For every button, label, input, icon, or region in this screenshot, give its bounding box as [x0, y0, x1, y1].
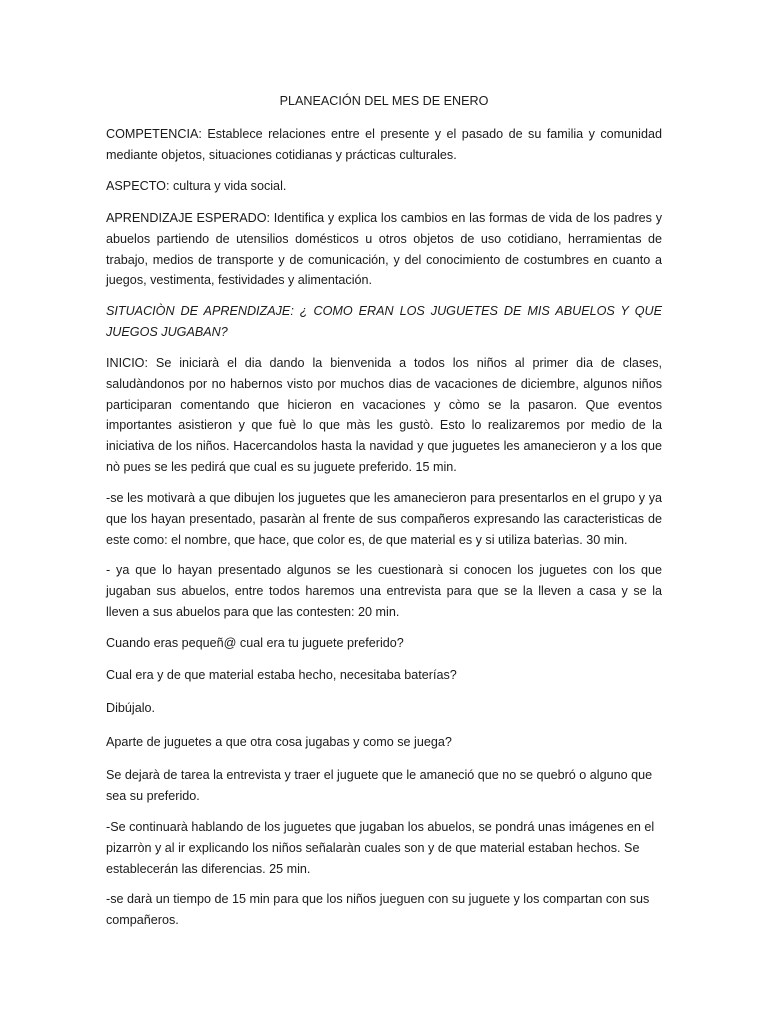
- activity-paragraph-2: - ya que lo hayan presentado algunos se les cuestionarà si conocen los juguetes con los que jugaban sus abuelos, entre todos haremos una entrevista para que se la lleven a casa y se la lleven a sus abuelos para que las contesten: 20 min.: [106, 563, 662, 619]
- inicio-paragraph: [106, 353, 662, 478]
- competencia-label: COMPETENCIA:: [106, 127, 202, 141]
- competencia-text: Establece relaciones entre el presente y el pasado de su familia y comunidad mediante objetos, situaciones cotidianas y prácticas culturales.: [106, 127, 662, 162]
- aspecto-text: cultura y vida social.: [172, 179, 287, 193]
- inicio-label: INICIO:: [106, 356, 148, 370]
- aprendizaje-paragraph: [106, 208, 662, 291]
- activity-paragraph-3: -Se continuarà hablando de los juguetes que jugaban los abuelos, se pondrá unas imágenes en el pizarròn y al ir explicando los niños señalaràn cuales son y de que material estaban hechos. Se establecerán las diferencias. 25 min.: [106, 820, 655, 876]
- interview-question-1: Cuando eras pequeñ@ cual era tu juguete preferido?: [106, 636, 404, 650]
- interview-question-2: Cual era y de que material estaba hecho, necesitaba baterías?: [106, 668, 457, 682]
- homework-paragraph: Se dejarà de tarea la entrevista y traer el juguete que le amaneció que no se quebró o alguno que sea su preferido.: [106, 768, 653, 803]
- interview-question-4: Aparte de juguetes a que otra cosa jugabas y como se juega?: [106, 735, 452, 749]
- activity-paragraph-4: -se darà un tiempo de 15 min para que los niños jueguen con su juguete y los compartan con sus compañeros.: [106, 892, 650, 927]
- document-title: PLANEACIÓN DEL MES DE ENERO: [279, 94, 489, 108]
- activity-paragraph-1: -se les motivarà a que dibujen los juguetes que les amanecieron para presentarlos en el grupo y ya que los hayan presentado, pasaràn al frente de sus compañeros expresando las caracteristicas de este como: el nombre, que hace, que color es, de que material es y si utiliza baterìas. 30 min.: [106, 491, 662, 547]
- inicio-text: Se iniciarà el dia dando la bienvenida a todos los niños al primer dia de clases, saludàndonos por no habernos visto por muchos dias de vacaciones de diciembre, algunos niños participaran comentando que hicieron en vacaciones y còmo se la pasaron. Que eventos importantes asistieron y que fuè lo que màs les gustò. Esto lo realizaremos por medio de la iniciativa de los niños. Hacercandolos hasta la navidad y que juguetes les amanecieron y a los que nò pues se les pedirá que cual es su juguete preferido. 15 min.: [106, 356, 663, 474]
- competencia-paragraph: [106, 124, 662, 166]
- situacion-paragraph: SITUACIÒN DE APRENDIZAJE: ¿ COMO ERAN LOS JUGUETES DE MIS ABUELOS Y QUE JUEGOS JUGABAN?: [106, 304, 662, 339]
- aprendizaje-text: Identifica y explica los cambios en las formas de vida de los padres y abuelos partiendo de utensilios domésticos u otros objetos de uso cotidiano, herramientas de trabajo, medios de transporte y de comunicación, y del conocimiento de costumbres en cuanto a juegos, vestimenta, festividades y alimentación.: [106, 211, 662, 288]
- interview-question-3: Dibújalo.: [106, 701, 156, 715]
- aspecto-paragraph: [106, 176, 662, 197]
- aspecto-label: ASPECTO:: [106, 179, 170, 193]
- aprendizaje-label: APRENDIZAJE ESPERADO:: [106, 211, 271, 225]
